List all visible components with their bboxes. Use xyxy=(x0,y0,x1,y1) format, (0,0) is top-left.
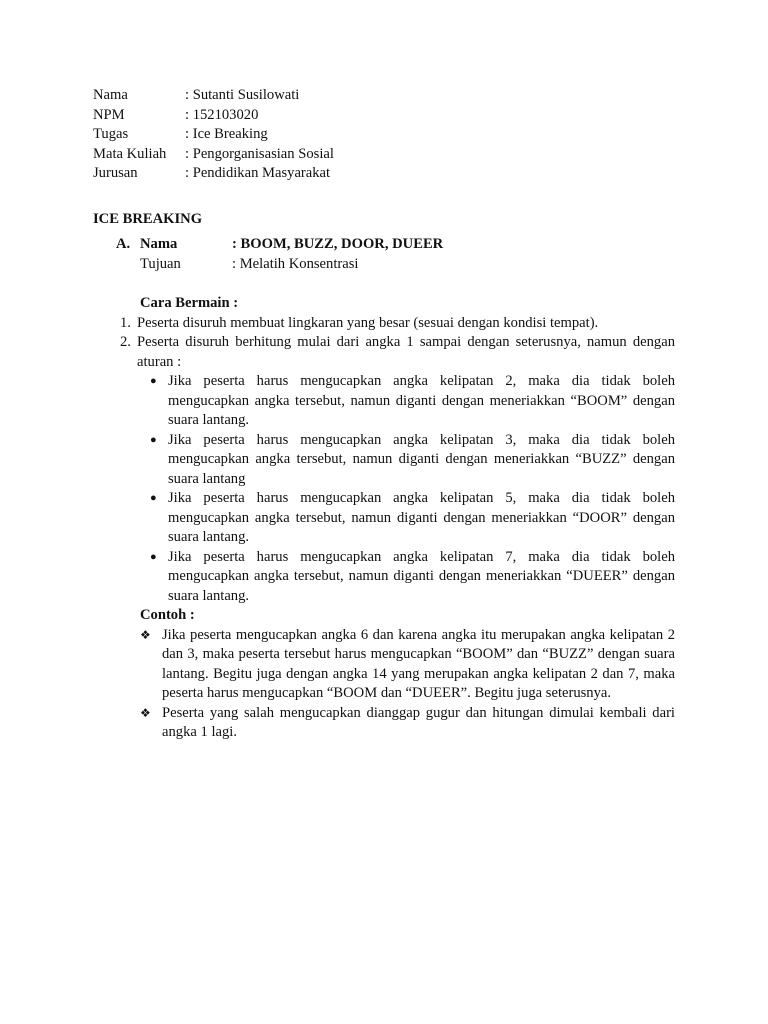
rules-heading: Cara Bermain : xyxy=(140,295,239,311)
four-diamond-icon: ❖ xyxy=(140,705,151,720)
identity-row xyxy=(93,86,334,106)
identity-row xyxy=(93,164,334,184)
rules-bullets xyxy=(150,372,675,606)
bullet-icon: ● xyxy=(150,550,157,563)
bullet-text: Jika peserta harus mengucapkan angka kelipatan 2, maka dia tidak boleh mengucapkan angka tersebut, namun diganti dengan meneriakkan “BOOM” dengan suara lantang. xyxy=(168,373,675,428)
list-item xyxy=(120,333,675,372)
game-goal-label: Tujuan xyxy=(140,255,181,272)
list-item-text: Peserta disuruh membuat lingkaran yang besar (sesuai dengan kondisi tempat). xyxy=(137,314,599,331)
example-list xyxy=(140,626,675,743)
example-heading: Contoh : xyxy=(140,607,195,623)
identity-label: Jurusan xyxy=(93,165,138,181)
identity-row xyxy=(93,125,334,145)
rules-list xyxy=(120,314,675,373)
list-number: 1. xyxy=(120,314,131,331)
bullet-text: Jika peserta harus mengucapkan angka kelipatan 3, maka dia tidak boleh mengucapkan angka tersebut, namun diganti dengan meneriakkan “BUZZ” dengan suara lantang xyxy=(168,431,675,487)
list-item-text: Peserta disuruh berhitung mulai dari angka 1 sampai dengan seterusnya, namun dengan aturan : xyxy=(137,334,675,370)
game-goal-value: : Melatih Konsentrasi xyxy=(232,255,359,272)
list-item xyxy=(120,314,675,334)
identity-value: : Sutanti Susilowati xyxy=(185,87,300,103)
bullet-text: Jika peserta harus mengucapkan angka kelipatan 7, maka dia tidak boleh mengucapkan angka tersebut, namun diganti dengan meneriakkan “DUEER” dengan suara lantang. xyxy=(168,548,675,604)
identity-label: Tugas xyxy=(93,126,129,142)
identity-row xyxy=(93,106,334,126)
example-text: Peserta yang salah mengucapkan dianggap gugur dan hitungan dimulai kembali dari angka 1 lagi. xyxy=(162,704,675,740)
example-text: Jika peserta mengucapkan angka 6 dan karena angka itu merupakan angka kelipatan 2 dan 3, maka peserta tersebut harus mengucapkan “BOOM” dan “BUZZ” dengan suara lantang. Begitu juga dengan angka 14 yang merupakan angka kelipatan 2 dan 7, maka peserta harus mengucapkan “BOOM dan “DUEER”. Begitu juga seterusnya. xyxy=(162,626,675,701)
identity-value: : 152103020 xyxy=(185,106,259,123)
identity-value: : Pendidikan Masyarakat xyxy=(185,165,331,181)
bullet-text: Jika peserta harus mengucapkan angka kelipatan 5, maka dia tidak boleh mengucapkan angka tersebut, namun diganti dengan meneriakkan “DOOR” dengan suara lantang. xyxy=(168,490,675,545)
bullet-item xyxy=(150,431,675,490)
bullet-item xyxy=(150,548,675,607)
section-title: ICE BREAKING xyxy=(93,210,203,227)
example-item xyxy=(140,704,675,743)
game-goal-row xyxy=(116,255,768,275)
identity-value: : Pengorganisasian Sosial xyxy=(185,145,334,162)
bullet-item xyxy=(150,372,675,431)
list-number: 2. xyxy=(120,334,131,350)
identity-value: : Ice Breaking xyxy=(185,126,268,142)
bullet-icon: ● xyxy=(150,433,157,446)
identity-label: Nama xyxy=(93,87,128,103)
game-entry xyxy=(116,235,768,274)
game-letter: A. xyxy=(116,236,131,252)
bullet-icon: ● xyxy=(150,492,157,504)
bullet-icon: ● xyxy=(150,375,157,387)
game-name-label: Nama xyxy=(140,236,178,252)
identity-table xyxy=(93,86,334,184)
four-diamond-icon: ❖ xyxy=(140,627,151,642)
identity-label: NPM xyxy=(93,106,125,123)
spacer xyxy=(116,255,140,275)
bullet-item xyxy=(150,489,675,548)
identity-row xyxy=(93,145,334,165)
game-name-value: : BOOM, BUZZ, DOOR, DUEER xyxy=(232,236,444,252)
game-name-row xyxy=(116,235,768,255)
identity-label: Mata Kuliah xyxy=(93,145,167,162)
example-item xyxy=(140,626,675,704)
